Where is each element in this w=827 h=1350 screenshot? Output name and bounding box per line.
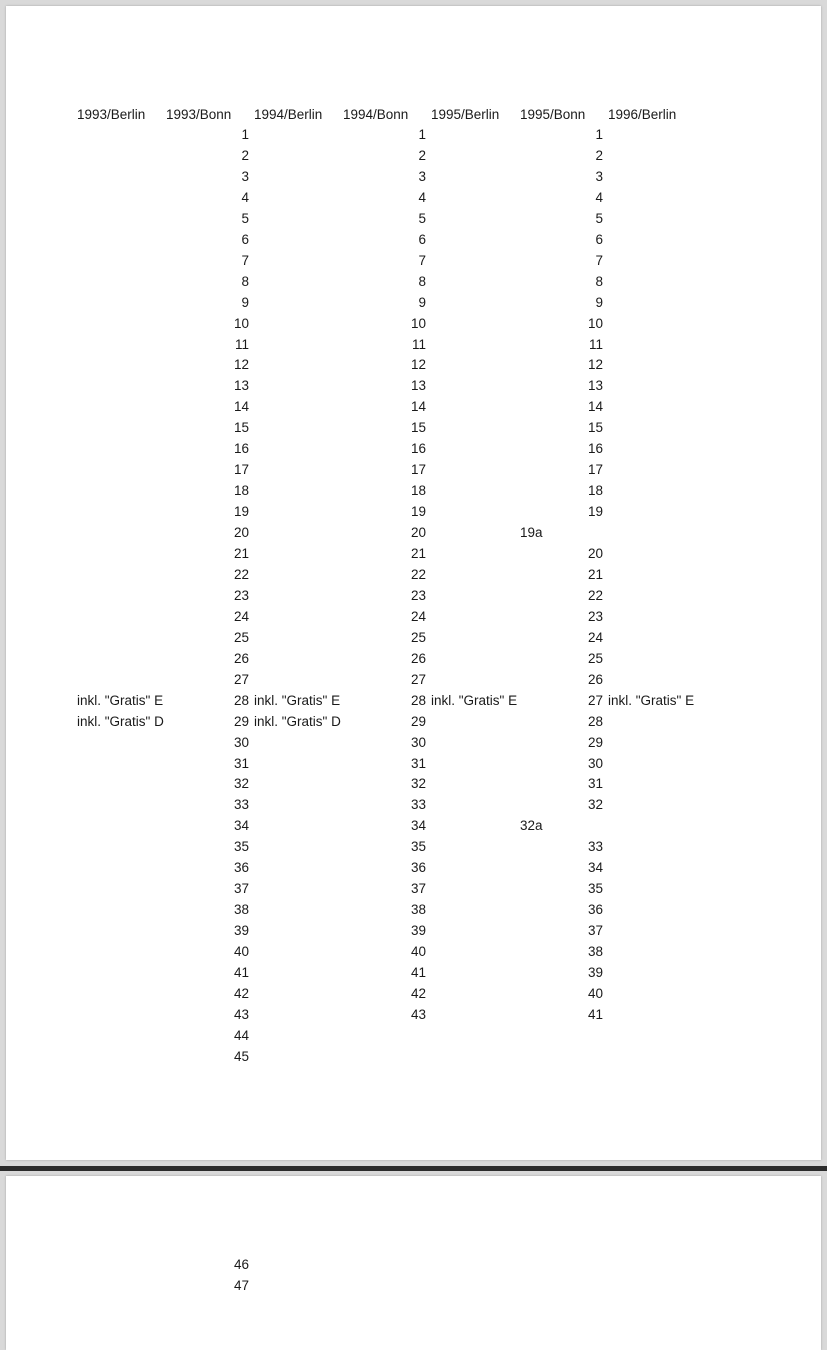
table-cell-number: 22 [233,566,249,582]
table-cell-number: 35 [587,881,603,897]
table-cell-number: 36 [233,860,249,876]
table-cell-number: 21 [410,546,426,561]
table-cell-note: inkl. "Gratis" D [254,713,341,729]
table-cell-number: 33 [587,839,603,855]
table-cell-number: 47 [233,1277,249,1293]
table-cell-number: 39 [410,923,426,939]
table-cell-number: 11 [588,336,603,352]
table-cell-number: 9 [241,294,249,310]
table-cell-number: 17 [233,462,249,478]
table-cell-number: 43 [233,1006,249,1022]
table-cell-number: 29 [233,713,249,729]
table-cell-number: 34 [233,818,249,834]
table-cell-number: 18 [587,483,603,499]
table-cell-number: 24 [410,608,426,624]
table-cell-number: 15 [233,420,249,436]
table-cell-number: 25 [233,629,249,645]
table-cell-note: inkl. "Gratis" E [77,692,164,708]
table-cell-number: 21 [233,546,249,561]
table-cell-number: 9 [418,294,426,310]
table-cell-number: 20 [233,525,249,541]
table-cell-number: 25 [410,629,426,645]
table-cell-number: 13 [587,378,603,394]
table-cell-number: 14 [410,399,426,415]
column-header: 1996/Berlin [608,107,677,122]
table-cell-number: 29 [587,734,603,750]
table-cell-number: 40 [233,944,249,960]
table-cell-number: 23 [410,587,426,603]
table-cell-note: inkl. "Gratis" E [608,692,695,708]
table-cell-number: 8 [418,273,426,289]
table-cell-number: 43 [410,1006,426,1022]
table-cell-number: 11 [234,336,249,352]
table-cell-number: 26 [233,650,249,666]
document-page-2 [6,1176,821,1350]
table-cell-number: 20 [410,525,426,541]
table-cell-number: 3 [241,168,249,184]
table-cell-number: 24 [587,629,603,645]
column-header: 1994/Bonn [343,107,409,122]
column-header: 1993/Bonn [166,107,232,122]
table-cell-number: 19 [587,504,603,520]
table-cell-number: 8 [595,273,603,289]
table-cell-number: 33 [233,797,249,813]
table-cell-number: 6 [241,231,249,247]
table-cell-number: 21 [587,566,603,582]
table-cell-number: 7 [595,252,603,268]
table-cell-number: 36 [410,860,426,876]
table-cell-number: 16 [410,441,426,457]
table-cell-number: 12 [233,357,249,373]
table-cell-number: 12 [587,357,603,373]
table-cell-number: 19 [410,504,426,520]
table-cell-number: 7 [241,252,249,268]
column-header: 1995/Berlin [431,107,500,122]
table-cell-number: 17 [587,462,603,478]
table-cell-number: 26 [410,650,426,666]
table-cell-number: 3 [418,168,426,184]
table-cell-number: 31 [410,755,426,771]
table-cell-number: 13 [233,378,249,394]
table-cell-number: 8 [241,273,249,289]
table-cell-number: 37 [587,923,603,939]
table-cell-number: 46 [233,1257,249,1272]
table-cell-number: 31 [233,755,249,771]
table-cell-number: 44 [233,1027,249,1043]
table-cell-number: 27 [233,671,249,687]
table-cell-number: 13 [410,378,426,394]
table-cell-number: 18 [410,483,426,499]
table-cell-number: 20 [587,546,603,561]
table-cell-number: 35 [410,839,426,855]
table-cell-number: 1 [595,127,603,142]
table-cell-number: 35 [233,839,249,855]
table-cell-number: 4 [241,189,249,205]
table-cell-number: 25 [587,650,603,666]
table-cell-number: 9 [595,294,603,310]
table-cell-number: 3 [595,168,603,184]
table-cell-number: 28 [410,692,426,708]
table-cell-number: 5 [418,210,426,226]
table-cell-number: 15 [410,420,426,436]
table-cell-number: 24 [233,608,249,624]
table-cell-number: 27 [587,692,603,708]
table-cell-number: 6 [418,231,426,247]
table-cell-number: 1 [241,127,249,142]
table-cell-number: 33 [410,797,426,813]
table-cell-number: 23 [587,608,603,624]
table-cell-number: 2 [595,147,603,163]
page-separator [0,1166,827,1171]
table-cell-number: 10 [410,315,426,331]
table-cell-number: 28 [233,692,249,708]
table-cell-number: 41 [233,965,249,980]
table-cell-number: 38 [233,902,249,918]
table-cell-number: 39 [587,965,603,980]
table-cell-number: 6 [595,231,603,247]
table-cell-number: 15 [587,420,603,436]
table-cell-number: 22 [410,566,426,582]
table-cell-number: 4 [418,189,426,205]
table-cell-note: inkl. "Gratis" D [77,713,164,729]
table-cell-note: inkl. "Gratis" E [254,692,341,708]
table-cell-number: 34 [587,860,603,876]
table-cell-number: 36 [587,902,603,918]
column-header: 1993/Berlin [77,107,146,122]
table-cell-number: 16 [233,441,249,457]
table-cell-number: 38 [587,944,603,960]
table-cell-number: 28 [587,713,603,729]
table-cell-number: 42 [410,985,426,1001]
table-cell-number: 32 [233,776,249,792]
table-cell-number: 26 [587,671,603,687]
table-cell-number: 10 [587,315,603,331]
table-cell-number: 41 [587,1006,603,1022]
table-cell-number: 30 [410,734,426,750]
table-cell-number: 32 [587,797,603,813]
table-cell-number: 29 [410,713,426,729]
table-cell-number: 14 [233,399,249,415]
table-cell-number: 32 [410,776,426,792]
table-cell-number: 41 [410,965,426,980]
table-cell-number: 42 [233,985,249,1001]
table-cell-number: 27 [410,671,426,687]
table-cell-number: 40 [410,944,426,960]
table-cell-number: 1 [418,127,426,142]
table-cell-number: 22 [587,587,603,603]
table-cell-number: 5 [241,210,249,226]
table-cell-number: 30 [587,755,603,771]
table-cell-number: 45 [233,1048,249,1064]
table-cell-number: 16 [587,441,603,457]
table-cell-number: 12 [410,357,426,373]
document-page-1 [6,6,821,1160]
table-cell-number: 17 [410,462,426,478]
table-cell-number: 39 [233,923,249,939]
table-cell-note: 19a [520,525,543,541]
column-header: 1995/Bonn [520,107,586,122]
table-cell-number: 19 [233,504,249,520]
table-cell-number: 38 [410,902,426,918]
table-cell-number: 7 [418,252,426,268]
table-cell-number: 11 [411,336,426,352]
table-cell-note: inkl. "Gratis" E [431,692,518,708]
table-cell-number: 37 [233,881,249,897]
table-cell-number: 30 [233,734,249,750]
table-cell-number: 4 [595,189,603,205]
table-cell-number: 23 [233,587,249,603]
table-cell-number: 37 [410,881,426,897]
table-cell-number: 5 [595,210,603,226]
table-cell-note: 32a [520,818,543,834]
table-cell-number: 34 [410,818,426,834]
table-cell-number: 14 [587,399,603,415]
column-header: 1994/Berlin [254,107,323,122]
table-cell-number: 40 [587,985,603,1001]
table-cell-number: 18 [233,483,249,499]
table-cell-number: 31 [587,776,603,792]
table-cell-number: 2 [241,147,249,163]
table-cell-number: 2 [418,147,426,163]
table-cell-number: 10 [233,315,249,331]
